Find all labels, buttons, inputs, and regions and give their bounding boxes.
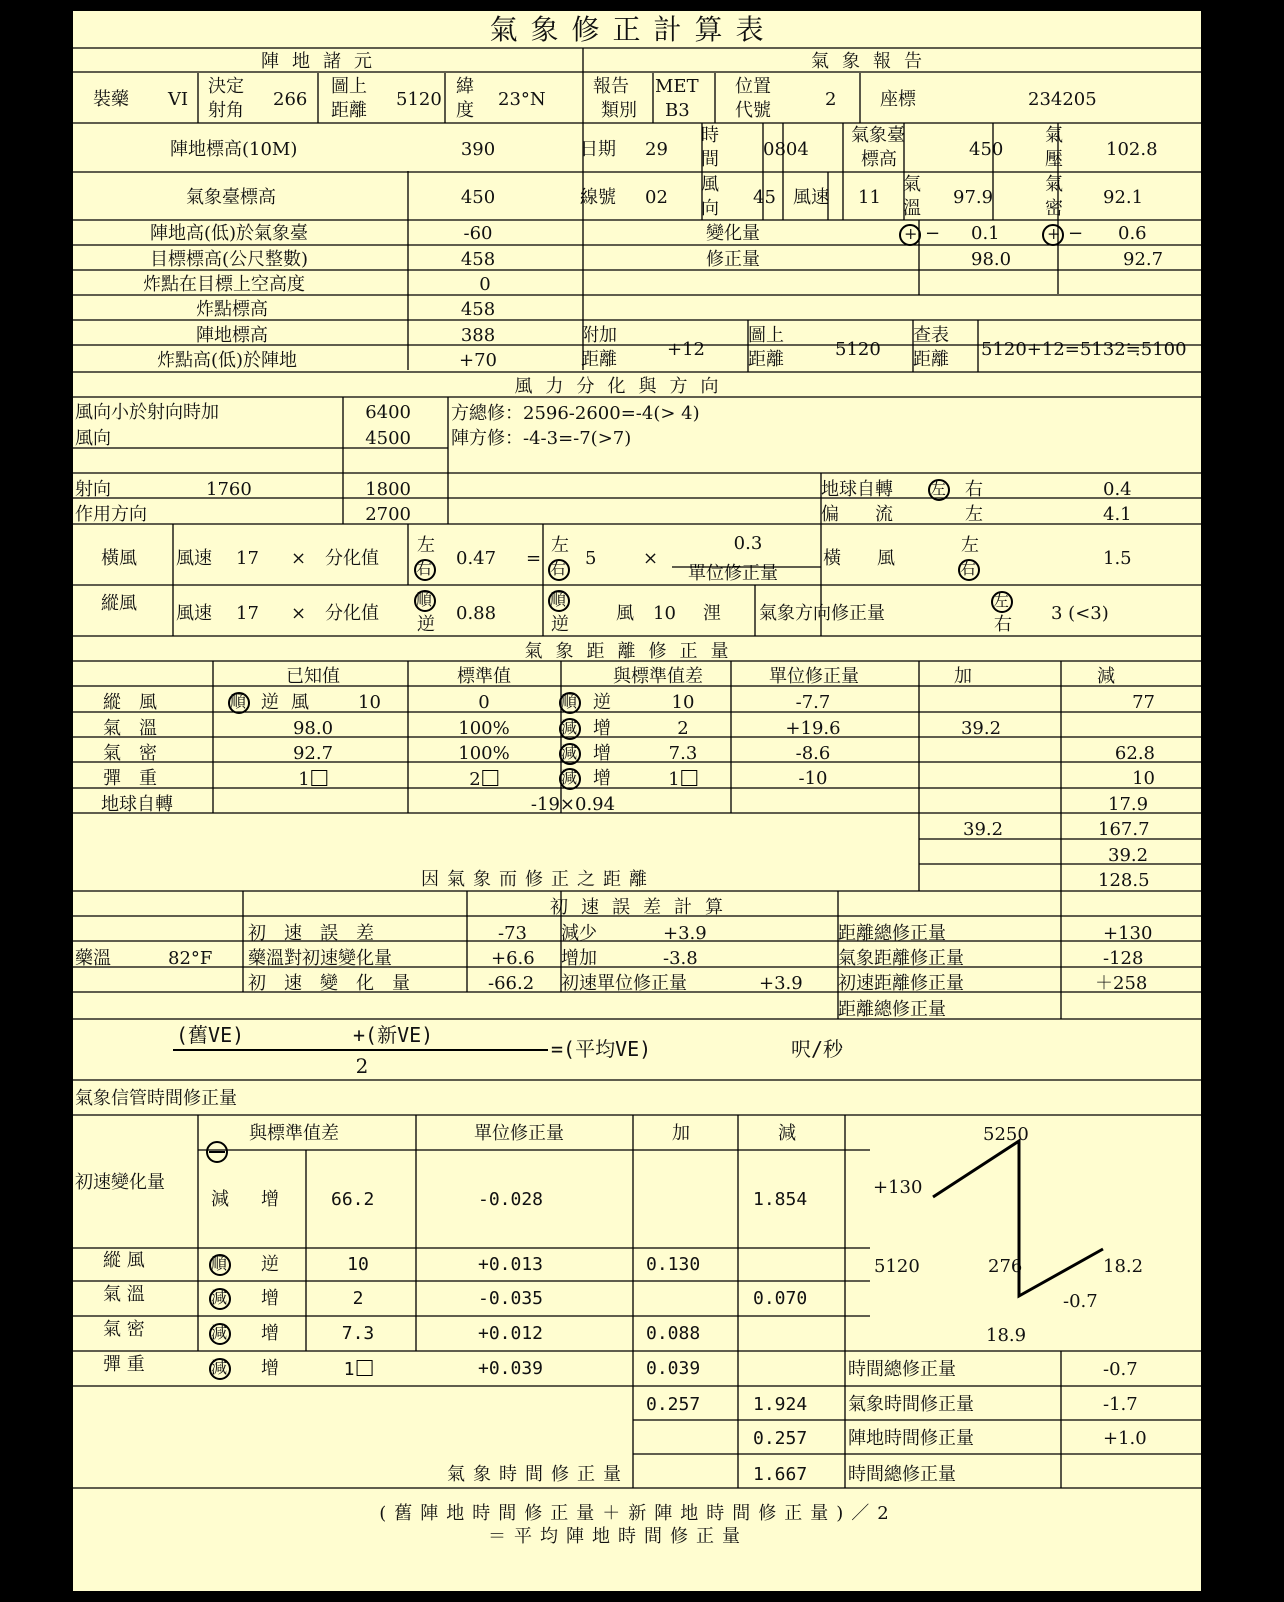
burst-diff-label: 炸點高(低)於陣地 — [157, 350, 298, 371]
minus-sign: − — [1068, 223, 1084, 244]
fuze-section-header: 氣象信管時間修正量 — [75, 1088, 237, 1109]
fuze-difference: 1 — [344, 1360, 373, 1379]
increase-text: 增 — [593, 743, 611, 764]
circled-right-text: 右 — [550, 559, 567, 578]
fuze-difference: 2 — [352, 1288, 364, 1309]
md-difference: 1 — [668, 770, 697, 789]
circled-decrease-text: 減 — [561, 718, 578, 737]
cross-speed-label: 風速 — [176, 548, 212, 569]
times-sign: × — [291, 548, 307, 569]
fuze-other-text: 增 — [261, 1323, 279, 1344]
bottom-formula-2: ＝平均陣地時間修正量 — [488, 1526, 748, 1547]
battery-alt-label: 陣地標高(10M) — [170, 139, 298, 160]
col-subtract: 減 — [1097, 666, 1115, 687]
formula-denominator: 2 — [355, 1054, 369, 1078]
latitude-value: 23°N — [498, 89, 546, 110]
range-total-value: +130 — [1103, 923, 1153, 944]
report-type-value-2: B3 — [665, 100, 690, 121]
col-standard: 標準值 — [457, 666, 511, 687]
met-distance-footer: 因氣象而修正之距離 — [421, 869, 655, 890]
mv-range-label: 初速距離修正量 — [838, 973, 964, 994]
battery-alt2-label: 陣地標高 — [196, 325, 268, 346]
range-speed-value: 17 — [236, 603, 259, 624]
fuze-mv-sub: 1.854 — [753, 1189, 808, 1210]
azimuth-label-1: 決定 — [208, 76, 244, 97]
unit-correction-label: 單位修正量 — [688, 563, 778, 584]
map-range2-label-1: 圖上 — [748, 325, 784, 346]
md-unit: +19.6 — [785, 718, 841, 739]
correction-graph-line — [933, 1141, 1103, 1296]
fuze-add: 0.039 — [646, 1358, 701, 1379]
wind-dir-label-1: 風 — [701, 174, 719, 195]
md-difference: 10 — [671, 692, 695, 713]
pressure-label-2: 壓 — [1045, 149, 1063, 170]
tail-text: 逆 — [417, 614, 435, 635]
mv-section-header: 初速誤差計算 — [550, 897, 736, 918]
fuze-col-subtract: 減 — [778, 1123, 796, 1144]
md-standard: 100% — [458, 718, 510, 739]
added-range-value: +12 — [667, 339, 705, 360]
fuze-col-add: 加 — [672, 1123, 690, 1144]
battery-time-value: +1.0 — [1103, 1428, 1147, 1449]
fuze-subtract: 0.070 — [753, 1288, 808, 1309]
range-total-label: 距離總修正量 — [838, 923, 946, 944]
table-range-label-1: 查表 — [913, 325, 949, 346]
battery-alt2-value: 388 — [460, 325, 496, 346]
fuze-row-label: 縱 風 — [103, 1250, 145, 1271]
md-subtract: 10 — [1132, 768, 1155, 789]
crosswind-total-value: 1.5 — [1103, 548, 1132, 569]
fuze-add: 0.130 — [646, 1254, 701, 1275]
equals-sign: = — [526, 548, 542, 569]
form-title: 氣象修正計算表 — [489, 13, 777, 46]
change-label: 變化量 — [706, 223, 760, 244]
fuze-final-value: 1.667 — [753, 1464, 808, 1485]
met-time-value: -1.7 — [1103, 1394, 1138, 1415]
circled-head-text: 順 — [561, 692, 578, 711]
fuze-mv-inc: 增 — [261, 1189, 279, 1210]
wind-dir2-value: 4500 — [365, 428, 411, 449]
time-label-1: 時 — [701, 125, 719, 146]
earth-rotation2-label: 地球自轉 — [101, 794, 173, 815]
mv-unit-value: +3.9 — [759, 973, 803, 994]
time-total-value: -0.7 — [1103, 1359, 1138, 1380]
temp-change-value: 0.1 — [971, 223, 1000, 244]
md-standard: 0 — [478, 692, 490, 713]
time-total2-label: 時間總修正量 — [848, 1464, 956, 1485]
increase-text: 增 — [593, 718, 611, 739]
temp-label-1: 氣 — [903, 174, 921, 195]
fuze-row-label: 氣 密 — [103, 1319, 145, 1340]
temp-value: 97.9 — [953, 187, 994, 208]
circled-left-text: 左 — [993, 591, 1010, 610]
table-range-value: 5120+12=5132≒5100 — [981, 339, 1187, 360]
density-value: 92.1 — [1103, 187, 1144, 208]
net-value-2: 128.5 — [1098, 870, 1150, 891]
fuze-col-difference: 與標準值差 — [249, 1123, 339, 1144]
added-range-label-2: 距離 — [581, 349, 617, 370]
knots-value: 10 — [653, 603, 676, 624]
propellant-change-value: +6.6 — [491, 948, 535, 969]
earth-rotation-label: 地球自轉 — [821, 479, 893, 500]
correction-form-sheet — [70, 8, 1204, 1594]
table-range-label-2: 距離 — [913, 349, 949, 370]
graph-minus07-label: -0.7 — [1063, 1291, 1098, 1312]
fuze-difference: 10 — [347, 1254, 369, 1275]
circled-right-text: 右 — [960, 559, 977, 578]
fuze-unit: -0.035 — [478, 1288, 544, 1309]
md-unit: -8.6 — [795, 743, 831, 764]
knots-unit: 浬 — [703, 603, 721, 624]
md-standard: 2 — [469, 770, 498, 789]
drift-value: 4.1 — [1103, 504, 1132, 525]
col-known: 已知值 — [286, 666, 340, 687]
tail-text: 逆 — [551, 614, 569, 635]
formula-unit: 呎/秒 — [791, 1037, 844, 1061]
burst-height-value: 0 — [479, 274, 491, 295]
azimuth-label-2: 射角 — [208, 100, 244, 121]
increase-label: 增加 — [561, 948, 597, 969]
location-label-2: 代號 — [735, 100, 771, 121]
fuze-net-value: 0.257 — [753, 1428, 808, 1449]
fuze-row-label: 氣 溫 — [103, 1284, 145, 1305]
station-alt-value: 450 — [969, 139, 1004, 160]
increase-text: 增 — [593, 768, 611, 789]
wind-dir-value: 45 — [753, 187, 776, 208]
firing-dir-value: 1800 — [365, 479, 411, 500]
met-distance-header: 氣象距離修正量 — [524, 641, 742, 662]
form-grid-lines — [73, 11, 1201, 1591]
fuze-circled-text: 減 — [211, 1288, 228, 1307]
map-range-label-2: 距離 — [331, 100, 367, 121]
pressure-value: 102.8 — [1106, 139, 1158, 160]
md-row-label: 彈 重 — [103, 768, 157, 789]
formula-average-ve: =(平均VE) — [551, 1037, 652, 1061]
mv-change-label: 初 速 變 化 量 — [248, 973, 410, 994]
circled-left-text: 左 — [930, 479, 947, 498]
fuze-total-add: 0.257 — [646, 1394, 701, 1415]
drift-label: 偏 流 — [821, 504, 893, 525]
correction-label: 修正量 — [706, 249, 760, 270]
time-label-2: 間 — [701, 149, 719, 170]
left-text: 左 — [961, 535, 979, 556]
battery-data-header: 陣地諸元 — [261, 51, 385, 72]
md-known: 98.0 — [292, 718, 334, 739]
mv-error-value: -73 — [498, 923, 527, 944]
alt-diff-label: 陣地高(低)於氣象臺 — [150, 223, 309, 244]
latitude-label-1: 緯 — [456, 76, 474, 97]
met-direction-value: 3 (<3) — [1051, 603, 1109, 624]
map-range-value: 5120 — [396, 89, 442, 110]
decrease-value: +3.9 — [663, 923, 707, 944]
plus-sign: + — [1047, 224, 1061, 243]
circled-decrease-text: 減 — [561, 768, 578, 787]
decrease-label: 減少 — [561, 923, 597, 944]
graph-18-2-label: 18.2 — [1103, 1256, 1144, 1277]
circled-head-text: 順 — [550, 590, 567, 609]
total-add: 39.2 — [963, 819, 1004, 840]
md-known: 10 — [358, 692, 381, 713]
map-range-label-1: 圖上 — [331, 76, 367, 97]
circled-right-text: 右 — [416, 559, 433, 578]
total-subtract: 167.7 — [1098, 819, 1150, 840]
report-type-value-1: MET — [655, 76, 699, 97]
range-wind-label: 縱風 — [101, 593, 137, 614]
drift-side: 左 — [965, 504, 983, 525]
density-correction-value: 92.7 — [1123, 249, 1164, 270]
md-difference: 2 — [677, 718, 689, 739]
cross-speed-value: 17 — [236, 548, 259, 569]
fuze-other-text: 增 — [261, 1288, 279, 1309]
md-unit: -10 — [798, 768, 828, 789]
charge-value: VI — [168, 89, 189, 110]
wind-add-value: 6400 — [365, 402, 411, 423]
cross-factor-value: 0.47 — [456, 548, 497, 569]
circled-head-text: 順 — [230, 692, 247, 711]
col-unit-correction: 單位修正量 — [769, 666, 859, 687]
density-label-1: 氣 — [1045, 174, 1063, 195]
cross-unit-value: 0.3 — [733, 533, 763, 554]
firing-dir-actual: 1760 — [206, 479, 252, 500]
left-text: 左 — [551, 535, 569, 556]
target-alt-value: 458 — [460, 249, 496, 270]
coordinate-value: 234205 — [1028, 89, 1097, 110]
met-report-header: 氣象報告 — [811, 51, 935, 72]
graph-276-label: 276 — [988, 1256, 1023, 1277]
range-total2-label: 距離總修正量 — [838, 999, 946, 1020]
earth-rotation-formula: -19×0.94 — [530, 794, 616, 815]
fuze-unit: +0.012 — [478, 1323, 544, 1344]
md-add: 39.2 — [960, 718, 1002, 739]
mv-change-value: -66.2 — [488, 973, 535, 994]
map-range2-label-2: 距離 — [748, 349, 784, 370]
col-difference: 與標準值差 — [613, 666, 703, 687]
propellant-change-label: 藥溫對初速變化量 — [248, 948, 392, 969]
fuze-circled-text: 減 — [211, 1323, 228, 1342]
date-label: 日期 — [580, 139, 616, 160]
met-station-alt-value: 450 — [460, 187, 496, 208]
line-number-label: 線號 — [580, 187, 616, 208]
burst-diff-value: +70 — [459, 350, 497, 371]
circled-decrease-text: 減 — [561, 743, 578, 762]
total-dir-note: 方總修：2596-2600=-4(> 4) — [451, 403, 700, 424]
md-row-label: 氣 密 — [103, 743, 157, 764]
formula-old-ve: (舊VE) — [176, 1023, 245, 1047]
action-dir-value: 2700 — [365, 504, 411, 525]
graph-18-9-label: 18.9 — [986, 1325, 1027, 1346]
fuze-mv-label: 初速變化量 — [75, 1172, 165, 1193]
propellant-temp-label: 藥溫 — [75, 948, 111, 969]
crosswind-total-label: 橫 風 — [823, 548, 895, 569]
range-speed-label: 風速 — [176, 603, 212, 624]
md-row-label: 氣 溫 — [103, 718, 157, 739]
md-known: 1 — [298, 770, 327, 789]
earth-rotation-value: 0.4 — [1103, 479, 1132, 500]
battery-time-label: 陣地時間修正量 — [848, 1428, 974, 1449]
fuze-col-unit: 單位修正量 — [474, 1123, 564, 1144]
earth-rotation-side: 右 — [965, 479, 983, 500]
md-unit: -7.7 — [795, 692, 831, 713]
md-difference: 7.3 — [668, 743, 698, 764]
left-text: 左 — [417, 535, 435, 556]
pressure-label-1: 氣 — [1045, 125, 1063, 146]
wind-speed-value: 11 — [858, 187, 881, 208]
fuze-difference: 7.3 — [341, 1323, 375, 1344]
burst-alt-label: 炸點標高 — [196, 299, 268, 320]
location-label-1: 位置 — [735, 76, 771, 97]
wind-text: 風 — [291, 692, 309, 713]
wind-speed-label: 風速 — [793, 187, 829, 208]
range-factor-label: 分化值 — [325, 603, 379, 624]
grid — [73, 48, 1201, 1488]
met-range-label: 氣象距離修正量 — [838, 948, 964, 969]
met-time-label: 氣象時間修正量 — [848, 1394, 974, 1415]
graph-plus130-label: +130 — [873, 1177, 923, 1198]
fuze-row-label: 彈 重 — [103, 1354, 145, 1375]
propellant-temp-value: 82°F — [168, 948, 213, 969]
md-subtract: 62.8 — [1114, 743, 1155, 764]
col-add: 加 — [954, 666, 972, 687]
wind-dir2-label: 風向 — [75, 428, 111, 449]
fuze-mv-dec: 減 — [211, 1189, 229, 1210]
formula-new-ve: +(新VE) — [353, 1023, 434, 1047]
fuze-circled-text: 減 — [211, 1358, 228, 1377]
md-subtract: 77 — [1132, 692, 1155, 713]
fuze-other-text: 增 — [261, 1358, 279, 1379]
md-row-label: 縱 風 — [103, 692, 157, 713]
minus-sign: − — [925, 223, 941, 244]
latitude-label-2: 度 — [456, 100, 474, 121]
date-value: 29 — [645, 139, 668, 160]
fuze-mv-unit: -0.028 — [478, 1189, 544, 1210]
station-alt-label-1: 氣象臺 — [851, 125, 905, 146]
fuze-total-sub: 1.924 — [753, 1394, 808, 1415]
md-known: 92.7 — [292, 743, 334, 764]
temp-label-2: 溫 — [903, 198, 921, 219]
fuze-add: 0.088 — [646, 1323, 701, 1344]
report-type-label-1: 報告 — [593, 76, 629, 97]
line-number-value: 02 — [645, 187, 668, 208]
map-range2-value: 5120 — [835, 339, 881, 360]
azimuth-value: 266 — [273, 89, 308, 110]
wind-add-label: 風向小於射向時加 — [75, 402, 219, 423]
coordinate-label: 座標 — [880, 89, 916, 110]
temp-correction-value: 98.0 — [971, 249, 1012, 270]
range-factor-value: 0.88 — [456, 603, 497, 624]
burst-alt-value: 458 — [460, 299, 496, 320]
tail-text: 逆 — [261, 692, 279, 713]
fuze-circled-text: 順 — [211, 1254, 228, 1273]
wind-dir-label-2: 向 — [701, 198, 719, 219]
target-alt-label: 目標標高(公尺整數) — [150, 249, 309, 270]
cross-factor-label: 分化值 — [325, 548, 379, 569]
wind-section-header: 風力分化與方向 — [514, 376, 732, 397]
battery-dir-note: 陣方修：-4-3=-7(>7) — [451, 428, 632, 449]
charge-label: 裝藥 — [93, 89, 129, 110]
met-direction-label: 氣象方向修正量 — [759, 603, 885, 624]
battery-alt-value: 390 — [460, 139, 496, 160]
firing-dir-label: 射向 — [75, 479, 111, 500]
mv-range-value: ＋258 — [1095, 973, 1148, 994]
met-range-value: -128 — [1103, 948, 1144, 969]
plus-sign: + — [904, 224, 918, 243]
density-change-value: 0.6 — [1118, 223, 1147, 244]
burst-height-label: 炸點在目標上空高度 — [143, 274, 305, 295]
net-value-1: 39.2 — [1108, 845, 1149, 866]
mv-error-label: 初 速 誤 差 — [248, 923, 374, 944]
knots-label: 風 — [616, 603, 634, 624]
cross-result-value: 5 — [585, 548, 597, 569]
mv-unit-label: 初速單位修正量 — [561, 973, 687, 994]
circled-head-text: 順 — [416, 590, 433, 609]
time-total-label: 時間總修正量 — [848, 1359, 956, 1380]
bottom-formula-1: (舊陣地時間修正量＋新陣地時間修正量)／2 — [379, 1503, 897, 1524]
graph-5120-label: 5120 — [874, 1256, 920, 1277]
increase-value: -3.8 — [663, 948, 698, 969]
met-station-alt-label: 氣象臺標高 — [186, 187, 276, 208]
fuze-unit: +0.013 — [478, 1254, 544, 1275]
tail-text: 逆 — [593, 692, 611, 713]
graph-top-label: 5250 — [983, 1124, 1029, 1145]
cross-wind-label: 橫風 — [101, 548, 137, 569]
report-type-label-2: 類別 — [601, 100, 637, 121]
fuze-mv-diff: 66.2 — [331, 1189, 375, 1210]
times-sign: × — [291, 603, 307, 624]
added-range-label-1: 附加 — [581, 325, 617, 346]
time-value: 0804 — [763, 139, 809, 160]
right-text: 右 — [994, 614, 1012, 635]
action-dir-label: 作用方向 — [75, 504, 147, 525]
earth-rotation-sub: 17.9 — [1108, 794, 1149, 815]
location-value: 2 — [825, 89, 837, 110]
md-standard: 100% — [458, 743, 510, 764]
fuze-unit: +0.039 — [478, 1358, 544, 1379]
times-sign: × — [643, 548, 659, 569]
fuze-footer: 氣象時間修正量 — [447, 1464, 629, 1485]
station-alt-label-2: 標高 — [861, 149, 897, 170]
alt-diff-value: -60 — [463, 223, 493, 244]
fuze-other-text: 逆 — [261, 1254, 279, 1275]
density-label-2: 密 — [1045, 198, 1063, 219]
